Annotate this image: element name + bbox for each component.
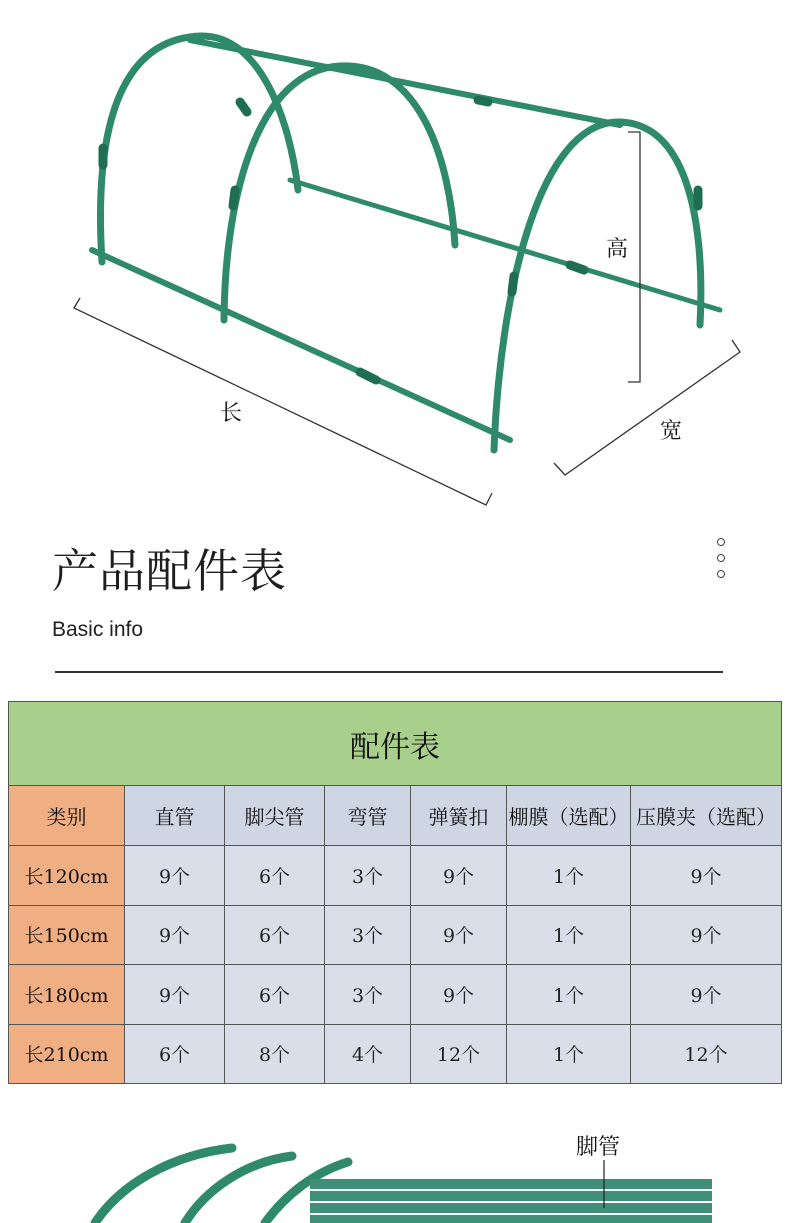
table-cell: 9个 bbox=[631, 965, 782, 1025]
row-category: 长150cm bbox=[9, 905, 125, 965]
table-cell: 6个 bbox=[225, 965, 325, 1025]
table-row bbox=[9, 905, 782, 965]
table-row bbox=[9, 1024, 782, 1084]
header-category: 类别 bbox=[9, 786, 125, 846]
table-cell: 12个 bbox=[631, 1024, 782, 1084]
table-cell: 3个 bbox=[325, 846, 411, 906]
header-bent-pipe: 弯管 bbox=[325, 786, 411, 846]
table-cell: 12个 bbox=[411, 1024, 507, 1084]
table-cell: 9个 bbox=[125, 965, 225, 1025]
table-cell: 3个 bbox=[325, 965, 411, 1025]
table-cell: 9个 bbox=[411, 965, 507, 1025]
table-cell: 9个 bbox=[631, 905, 782, 965]
table-cell: 4个 bbox=[325, 1024, 411, 1084]
table-cell: 9个 bbox=[411, 846, 507, 906]
height-label: 高 bbox=[606, 237, 629, 262]
table-row bbox=[9, 965, 782, 1025]
table-cell: 1个 bbox=[507, 1024, 631, 1084]
table-cell: 9个 bbox=[631, 846, 782, 906]
table-title: 配件表 bbox=[9, 702, 782, 786]
table-cell: 1个 bbox=[507, 905, 631, 965]
section-divider bbox=[55, 671, 723, 673]
row-category: 长120cm bbox=[9, 846, 125, 906]
row-category: 长180cm bbox=[9, 965, 125, 1025]
length-label: 长 bbox=[220, 401, 243, 426]
table-cell: 9个 bbox=[411, 905, 507, 965]
parts-table bbox=[8, 701, 782, 1084]
table-cell: 6个 bbox=[225, 905, 325, 965]
header-film-clip: 压膜夹（选配） bbox=[631, 786, 782, 846]
table-row bbox=[9, 846, 782, 906]
table-cell: 3个 bbox=[325, 905, 411, 965]
header-film: 棚膜（选配） bbox=[507, 786, 631, 846]
foot-pipe-label: 脚管 bbox=[576, 1135, 621, 1160]
more-dots-icon bbox=[712, 538, 730, 586]
section-subtitle: Basic info bbox=[52, 618, 144, 641]
table-cell: 8个 bbox=[225, 1024, 325, 1084]
table-cell: 6个 bbox=[125, 1024, 225, 1084]
table-cell: 9个 bbox=[125, 905, 225, 965]
table-header-row bbox=[9, 786, 782, 846]
header-straight-pipe: 直管 bbox=[125, 786, 225, 846]
table-cell: 9个 bbox=[125, 846, 225, 906]
pipes-preview-illustration bbox=[0, 1100, 790, 1223]
width-label: 宽 bbox=[660, 419, 683, 444]
header-foot-tip-pipe: 脚尖管 bbox=[225, 786, 325, 846]
row-category: 长210cm bbox=[9, 1024, 125, 1084]
dimension-lines bbox=[74, 132, 740, 505]
table-cell: 6个 bbox=[225, 846, 325, 906]
table-cell: 1个 bbox=[507, 846, 631, 906]
straight-pipe-bundle bbox=[310, 1184, 712, 1220]
header-spring-clip: 弹簧扣 bbox=[411, 786, 507, 846]
table-cell: 1个 bbox=[507, 965, 631, 1025]
table-title-row bbox=[9, 702, 782, 786]
section-title: 产品配件表 bbox=[52, 544, 287, 598]
